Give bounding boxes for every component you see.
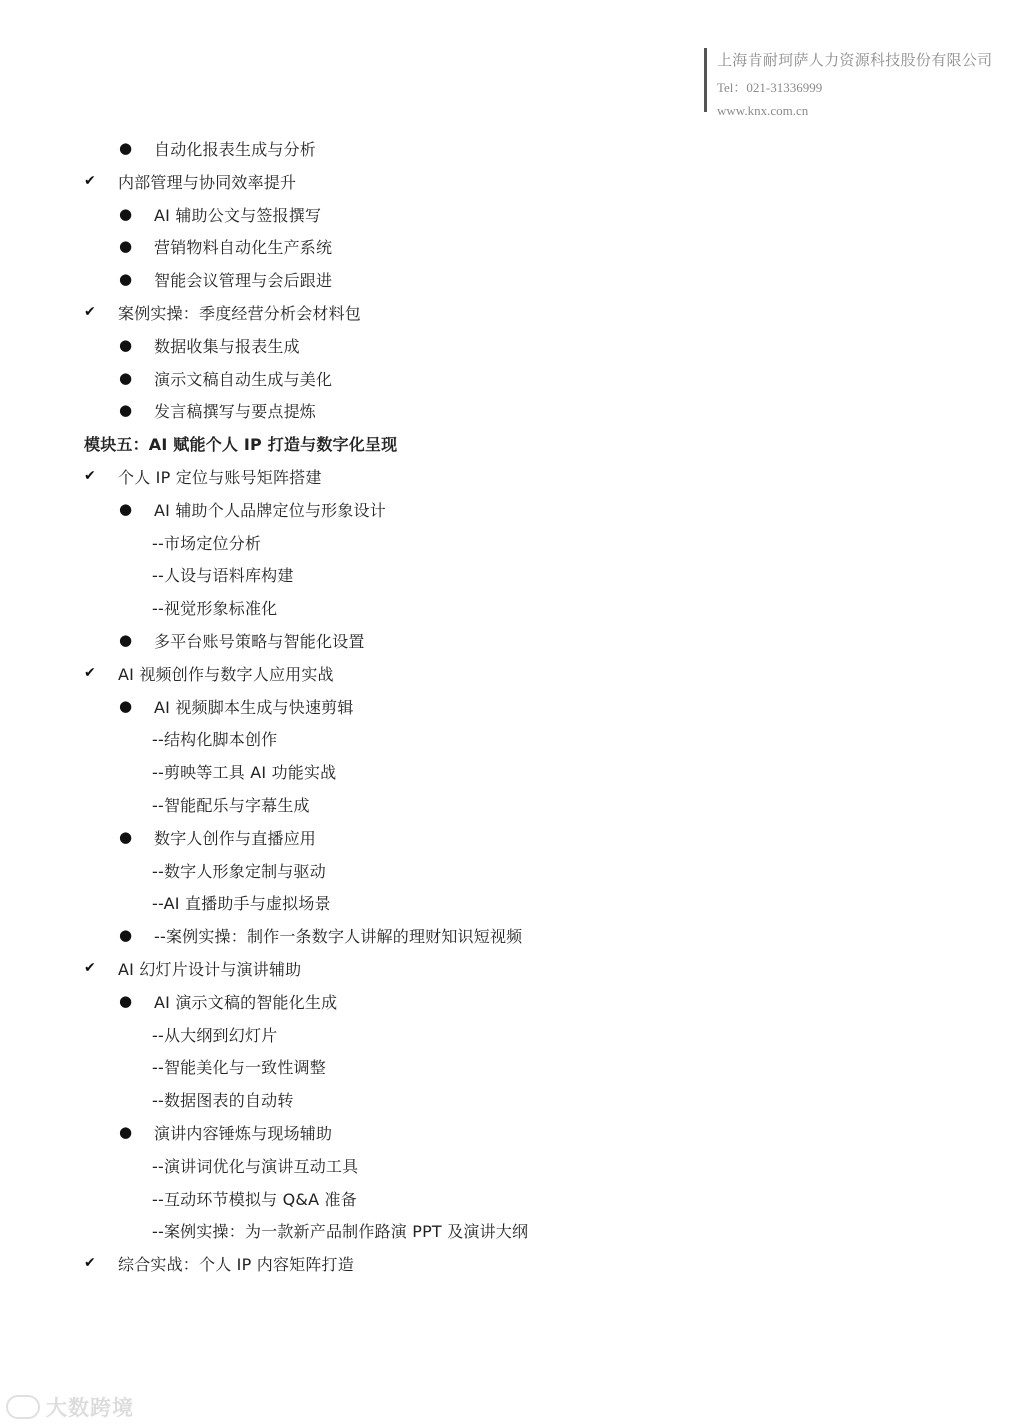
outline-text: 多平台账号策略与智能化设置 — [154, 631, 365, 651]
bullet-item — [118, 200, 321, 228]
section-item — [84, 659, 334, 687]
outline-text: --案例实操：为一款新产品制作路演 PPT 及演讲大纲 — [152, 1221, 529, 1241]
bullet-item — [118, 495, 386, 523]
sub-item — [152, 1151, 358, 1179]
bullet-icon: ● — [119, 1123, 133, 1141]
bullet-icon: ● — [119, 697, 133, 715]
header-divider — [704, 48, 707, 112]
outline-text: 演讲内容锤炼与现场辅助 — [154, 1123, 333, 1143]
outline-text: --互动环节模拟与 Q&A 准备 — [152, 1189, 357, 1209]
outline-text: --智能美化与一致性调整 — [152, 1057, 326, 1077]
outline-text: AI 辅助个人品牌定位与形象设计 — [154, 500, 386, 520]
company-phone: Tel：021-31336999 — [717, 80, 823, 95]
sub-item — [152, 593, 277, 621]
outline-text: 模块五：AI 赋能个人 IP 打造与数字化呈现 — [84, 434, 398, 454]
checkmark-icon: ✔ — [84, 960, 96, 976]
outline-text: --剪映等工具 AI 功能实战 — [152, 762, 337, 782]
sub-item — [152, 790, 310, 818]
bullet-icon: ● — [119, 237, 133, 255]
outline-text: AI 幻灯片设计与演讲辅助 — [118, 959, 302, 979]
bullet-item — [118, 987, 337, 1015]
outline-text: AI 辅助公文与签报撰写 — [154, 205, 322, 225]
outline-text: 数据收集与报表生成 — [154, 336, 300, 356]
bullet-icon: ● — [119, 828, 133, 846]
bullet-icon: ● — [119, 336, 133, 354]
checkmark-icon: ✔ — [84, 304, 96, 320]
outline-text: AI 视频脚本生成与快速剪辑 — [154, 697, 354, 717]
bullet-icon: ● — [119, 270, 133, 288]
outline-text: --市场定位分析 — [152, 533, 262, 553]
bullet-icon: ● — [119, 926, 133, 944]
bullet-icon: ● — [119, 139, 133, 157]
bullet-item — [118, 823, 316, 851]
outline-text: AI 视频创作与数字人应用实战 — [118, 664, 334, 684]
outline-text: AI 演示文稿的智能化生成 — [154, 992, 338, 1012]
sub-item — [152, 528, 261, 556]
outline-text: --数据图表的自动转 — [152, 1090, 294, 1110]
bullet-icon: ● — [119, 631, 133, 649]
outline-text: --智能配乐与字幕生成 — [152, 795, 310, 815]
watermark-text: 大数跨境 — [46, 1396, 134, 1420]
watermark-logo-icon — [6, 1395, 40, 1419]
outline-text: --视觉形象标准化 — [152, 598, 278, 618]
bullet-item — [118, 921, 522, 949]
checkmark-icon: ✔ — [84, 1255, 96, 1271]
sub-item — [152, 1184, 357, 1212]
bullet-item — [118, 134, 316, 162]
bullet-item — [118, 232, 332, 260]
bullet-item — [118, 265, 332, 293]
sub-item — [152, 724, 277, 752]
bullet-item — [118, 364, 332, 392]
outline-text: 自动化报表生成与分析 — [154, 139, 317, 159]
outline-text: --结构化脚本创作 — [152, 729, 278, 749]
company-name: 上海肯耐珂萨人力资源科技股份有限公司 — [717, 51, 993, 69]
sub-item — [152, 1052, 326, 1080]
bullet-item — [118, 626, 365, 654]
sub-item — [152, 560, 294, 588]
outline-text: 内部管理与协同效率提升 — [118, 172, 297, 192]
watermark — [6, 1392, 134, 1422]
bullet-icon: ● — [119, 369, 133, 387]
outline-text: 发言稿撰写与要点提炼 — [154, 401, 317, 421]
checkmark-icon: ✔ — [84, 665, 96, 681]
module-heading — [84, 429, 397, 457]
sub-item — [152, 856, 326, 884]
company-website: www.knx.com.cn — [717, 103, 809, 118]
section-item — [84, 954, 301, 982]
section-item — [84, 1249, 354, 1277]
checkmark-icon: ✔ — [84, 173, 96, 189]
sub-item — [152, 1085, 294, 1113]
bullet-item — [118, 692, 354, 720]
outline-text: 营销物料自动化生产系统 — [154, 237, 333, 257]
outline-text: 演示文稿自动生成与美化 — [154, 369, 333, 389]
bullet-icon: ● — [119, 992, 133, 1010]
outline-text: --演讲词优化与演讲互动工具 — [152, 1156, 359, 1176]
bullet-item — [118, 396, 316, 424]
bullet-icon: ● — [119, 500, 133, 518]
outline-text: 个人 IP 定位与账号矩阵搭建 — [118, 467, 322, 487]
bullet-item — [118, 1118, 332, 1146]
sub-item — [152, 757, 336, 785]
outline-text: 案例实操：季度经营分析会材料包 — [118, 303, 362, 323]
outline-text: 数字人创作与直播应用 — [154, 828, 317, 848]
bullet-item — [118, 331, 300, 359]
section-item — [84, 167, 296, 195]
sub-item — [152, 888, 331, 916]
sub-item — [152, 1216, 528, 1244]
sub-item — [152, 1020, 277, 1048]
bullet-icon: ● — [119, 401, 133, 419]
outline-text: --AI 直播助手与虚拟场景 — [152, 893, 331, 913]
outline-text: --案例实操：制作一条数字人讲解的理财知识短视频 — [154, 926, 523, 946]
outline-text: --从大纲到幻灯片 — [152, 1025, 278, 1045]
bullet-icon: ● — [119, 205, 133, 223]
outline-text: 综合实战：个人 IP 内容矩阵打造 — [118, 1254, 354, 1274]
section-item — [84, 462, 322, 490]
outline-text: --数字人形象定制与驱动 — [152, 861, 326, 881]
outline-text: 智能会议管理与会后跟进 — [154, 270, 333, 290]
outline-text: --人设与语料库构建 — [152, 565, 294, 585]
section-item — [84, 298, 361, 326]
checkmark-icon: ✔ — [84, 468, 96, 484]
